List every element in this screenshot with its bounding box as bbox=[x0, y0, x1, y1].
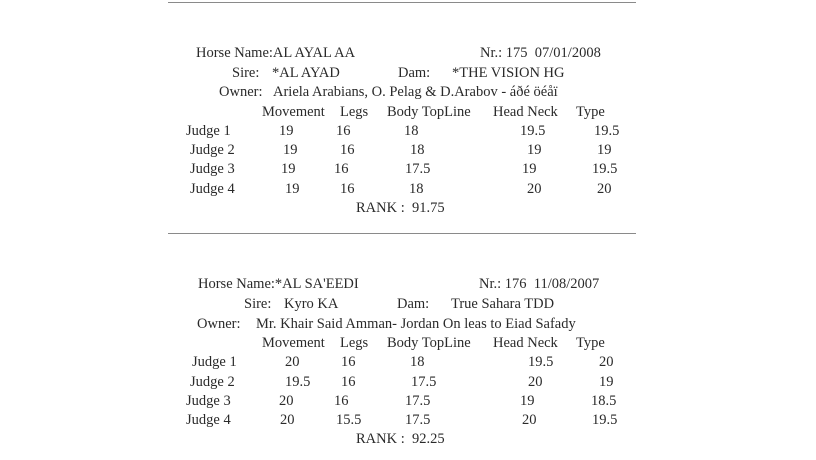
score-body-topline: 18 bbox=[404, 123, 419, 139]
sire-value: Kyro KA bbox=[284, 296, 339, 312]
owner-label: Owner: bbox=[219, 84, 263, 100]
judge-label: Judge 1 bbox=[192, 354, 237, 370]
score-head-neck: 20 bbox=[527, 181, 542, 197]
dam-value: True Sahara TDD bbox=[451, 296, 555, 312]
score-body-topline: 18 bbox=[409, 181, 424, 197]
nr-label: Nr.: bbox=[479, 276, 502, 292]
rank-label: RANK : bbox=[356, 431, 405, 447]
score-head-neck: 19.5 bbox=[520, 123, 546, 139]
sire-label: Sire: bbox=[244, 296, 272, 312]
score-head-neck: 20 bbox=[528, 374, 543, 390]
separator-top bbox=[168, 2, 636, 3]
horse-name: AL AYAL AA bbox=[272, 45, 356, 61]
entry-date: 11/08/2007 bbox=[533, 276, 600, 292]
owner-value: Ariela Arabians, O. Pelag & D.Arabov - áðé öéåï bbox=[273, 84, 558, 100]
score-type: 20 bbox=[597, 181, 612, 197]
score-type: 18.5 bbox=[591, 393, 617, 409]
entry-number: 176 bbox=[504, 276, 527, 292]
sire-value: *AL AYAD bbox=[272, 65, 340, 81]
horse-name-label: Horse Name: bbox=[196, 45, 273, 61]
rank-value: 91.75 bbox=[412, 200, 445, 216]
header-movement: Movement bbox=[262, 335, 325, 351]
score-movement: 20 bbox=[280, 412, 295, 428]
rank-label: RANK : bbox=[356, 200, 405, 216]
sire-label: Sire: bbox=[232, 65, 260, 81]
rank-value: 92.25 bbox=[412, 431, 445, 447]
score-legs: 16 bbox=[336, 123, 351, 139]
score-body-topline: 17.5 bbox=[405, 161, 431, 177]
score-movement: 19 bbox=[283, 142, 298, 158]
score-type: 19 bbox=[597, 142, 612, 158]
score-movement: 19 bbox=[281, 161, 296, 177]
score-body-topline: 17.5 bbox=[411, 374, 437, 390]
score-legs: 16 bbox=[340, 142, 355, 158]
header-head-neck: Head Neck bbox=[493, 335, 558, 351]
dam-value: *THE VISION HG bbox=[452, 65, 565, 81]
score-type: 19.5 bbox=[592, 161, 618, 177]
horse-name-label: Horse Name: bbox=[198, 276, 275, 292]
judge-label: Judge 1 bbox=[186, 123, 231, 139]
entry-number-line bbox=[479, 276, 599, 293]
score-legs: 16 bbox=[334, 393, 349, 409]
score-head-neck: 19.5 bbox=[528, 354, 554, 370]
header-type: Type bbox=[576, 104, 605, 120]
horse-name: *AL SA'EEDI bbox=[274, 276, 359, 292]
entry-date: 07/01/2008 bbox=[534, 45, 601, 61]
header-head-neck: Head Neck bbox=[493, 104, 558, 120]
score-movement: 19 bbox=[285, 181, 300, 197]
judge-label: Judge 4 bbox=[190, 181, 235, 197]
score-movement: 19.5 bbox=[285, 374, 311, 390]
header-legs: Legs bbox=[340, 335, 369, 351]
score-legs: 16 bbox=[334, 161, 349, 177]
score-head-neck: 19 bbox=[527, 142, 542, 158]
header-body-topline: Body TopLine bbox=[387, 104, 471, 120]
owner-label: Owner: bbox=[197, 316, 241, 332]
score-head-neck: 20 bbox=[522, 412, 537, 428]
header-movement: Movement bbox=[262, 104, 325, 120]
score-legs: 16 bbox=[340, 181, 355, 197]
judge-label: Judge 3 bbox=[190, 161, 235, 177]
horse-name-line bbox=[198, 276, 359, 293]
score-head-neck: 19 bbox=[522, 161, 537, 177]
score-legs: 16 bbox=[341, 354, 356, 370]
rank-line bbox=[356, 200, 445, 217]
score-legs: 15.5 bbox=[336, 412, 362, 428]
score-head-neck: 19 bbox=[520, 393, 535, 409]
score-movement: 19 bbox=[279, 123, 294, 139]
owner-value: Mr. Khair Said Amman- Jordan On leas to Eiad Safady bbox=[256, 316, 576, 332]
header-body-topline: Body TopLine bbox=[387, 335, 471, 351]
dam-label: Dam: bbox=[398, 65, 431, 81]
entry-number-line bbox=[480, 45, 601, 62]
dam-label: Dam: bbox=[397, 296, 430, 312]
score-type: 19 bbox=[599, 374, 614, 390]
rank-line bbox=[356, 431, 445, 448]
score-body-topline: 17.5 bbox=[405, 393, 431, 409]
score-movement: 20 bbox=[285, 354, 300, 370]
score-body-topline: 18 bbox=[410, 354, 425, 370]
judge-label: Judge 2 bbox=[190, 374, 235, 390]
score-body-topline: 18 bbox=[410, 142, 425, 158]
judge-label: Judge 2 bbox=[190, 142, 235, 158]
entry-number: 175 bbox=[505, 45, 528, 61]
score-type: 20 bbox=[599, 354, 614, 370]
horse-name-line bbox=[196, 45, 355, 62]
header-type: Type bbox=[576, 335, 605, 351]
separator-middle bbox=[168, 233, 636, 234]
score-body-topline: 17.5 bbox=[405, 412, 431, 428]
score-movement: 20 bbox=[279, 393, 294, 409]
nr-label: Nr.: bbox=[480, 45, 503, 61]
judge-label: Judge 3 bbox=[186, 393, 231, 409]
score-legs: 16 bbox=[341, 374, 356, 390]
judge-label: Judge 4 bbox=[186, 412, 231, 428]
score-type: 19.5 bbox=[594, 123, 620, 139]
score-type: 19.5 bbox=[592, 412, 618, 428]
header-legs: Legs bbox=[340, 104, 369, 120]
